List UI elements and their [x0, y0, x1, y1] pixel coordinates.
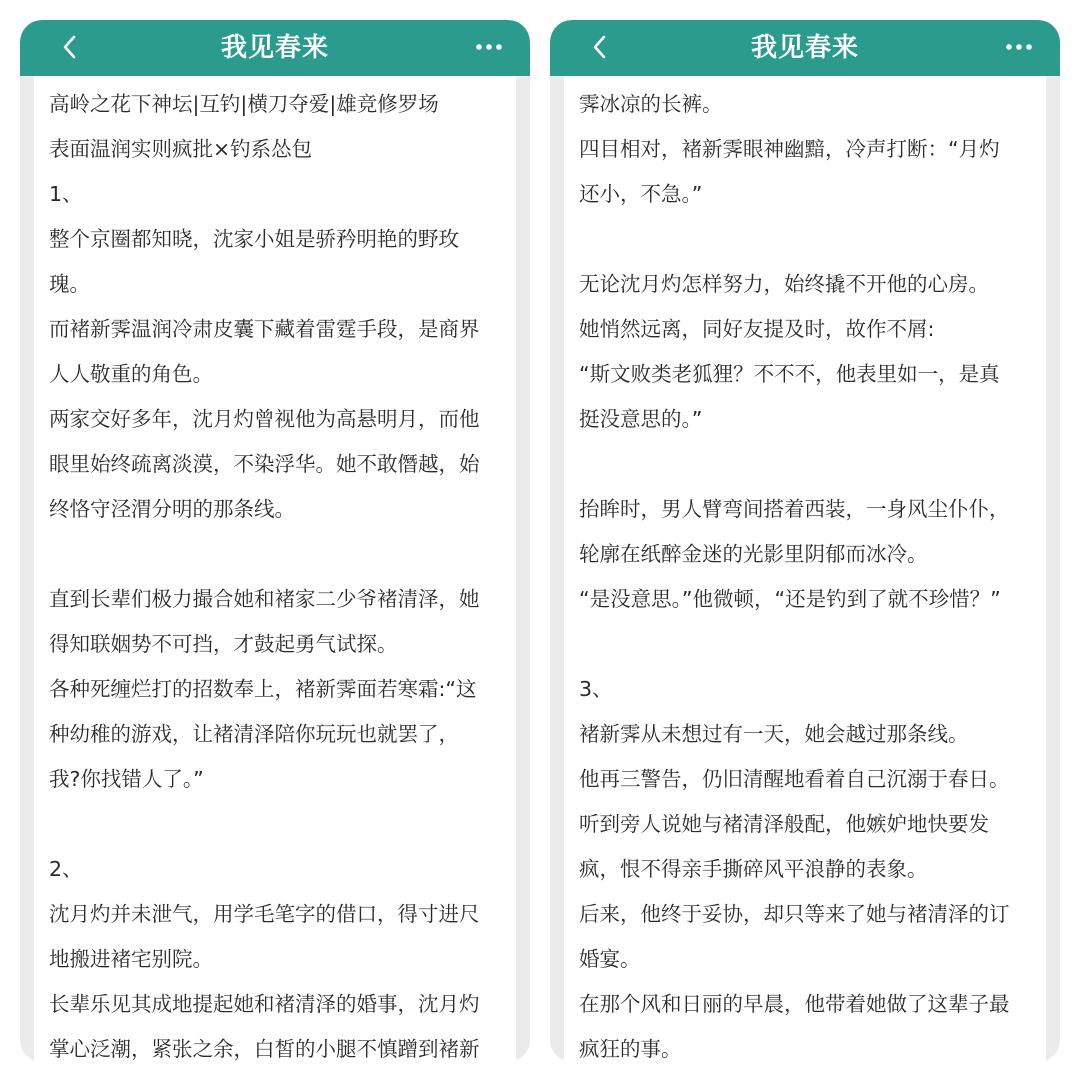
- article-line: 掌心泛潮，紧张之余，白皙的小腿不慎蹭到褚新: [49, 1037, 480, 1061]
- page-title: 我见春来: [750, 33, 859, 63]
- article-line: “是没意思。”他微顿，“还是钓到了就不珍惜？”: [579, 587, 1001, 611]
- article-line: 瑰。: [49, 272, 90, 296]
- article-line: 在那个风和日丽的早晨，他带着她做了这辈子最: [579, 992, 1010, 1016]
- article-line: 1、: [49, 182, 83, 206]
- article-line: 人人敬重的角色。: [49, 362, 213, 386]
- article-line: 眼里始终疏离淡漠，不染浮华。她不敢僭越，始: [49, 452, 480, 476]
- more-button[interactable]: [1004, 36, 1034, 58]
- article-line: 长辈乐见其成地提起她和褚清泽的婚事，沈月灼: [49, 992, 480, 1016]
- article-line: [564, 622, 1046, 667]
- article-line: 高岭之花下神坛|互钓|横刀夺爱|雄竞修罗场: [49, 92, 439, 116]
- article-line: [34, 802, 516, 847]
- article-line: 我?你找错人了。”: [49, 767, 204, 791]
- left-article-body: [34, 76, 516, 1062]
- article-line: 2、: [49, 857, 83, 881]
- article-line: [34, 532, 516, 577]
- article-line: 褚新霁从未想过有一天，她会越过那条线。: [579, 722, 969, 746]
- more-dots-icon: [1004, 36, 1034, 58]
- article-line: 挺没意思的。”: [579, 407, 703, 431]
- article-line: 终恪守泾渭分明的那条线。: [49, 497, 295, 521]
- article-line: 各种死缠烂打的招数奉上，褚新霁面若寒霜:“这: [49, 677, 477, 701]
- article-line: 婚宴。: [579, 947, 641, 971]
- article-line: 整个京圈都知晓，沈家小姐是骄矜明艳的野玫: [49, 227, 459, 251]
- article-line: [564, 442, 1046, 487]
- article-line: 霁冰凉的长裤。: [579, 92, 723, 116]
- article-line: 他再三警告，仍旧清醒地看着自己沉溺于春日。: [579, 767, 1010, 791]
- article-line: 轮廓在纸醉金迷的光影里阴郁而冰冷。: [579, 542, 928, 566]
- article-line: 地搬进褚宅别院。: [49, 947, 213, 971]
- page-title: 我见春来: [220, 33, 329, 63]
- article-line: 无论沈月灼怎样努力，始终撬不开他的心房。: [579, 272, 989, 296]
- article-line: 抬眸时，男人臂弯间搭着西装，一身风尘仆仆，: [579, 497, 1010, 521]
- article-line: 得知联姻势不可挡，才鼓起勇气试探。: [49, 632, 398, 656]
- article-line: 两家交好多年，沈月灼曾视他为高悬明月，而他: [49, 407, 480, 431]
- article-line: 直到长辈们极力撮合她和褚家二少爷褚清泽，她: [49, 587, 480, 611]
- article-line: 她悄然远离，同好友提及时，故作不屑:: [579, 317, 935, 341]
- article-line: 表面温润实则疯批×钓系怂包: [49, 137, 313, 161]
- article-line: 疯狂的事。: [579, 1037, 682, 1061]
- article-line: 四目相对，褚新霁眼神幽黯，冷声打断：“月灼: [579, 137, 1000, 161]
- left-phone-screen: [20, 20, 530, 1062]
- right-article-body: [564, 76, 1046, 1062]
- left-app-header: [20, 20, 530, 76]
- article-line: 听到旁人说她与褚清泽般配，他嫉妒地快要发: [579, 812, 989, 836]
- article-line: 3、: [579, 677, 613, 701]
- article-line: 而褚新霁温润冷肃皮囊下藏着雷霆手段，是商界: [49, 317, 480, 341]
- right-app-header: [550, 20, 1060, 76]
- article-line: 疯，恨不得亲手撕碎风平浪静的表象。: [579, 857, 928, 881]
- article-line: 还小，不急。”: [579, 182, 703, 206]
- article-line: 后来，他终于妥协，却只等来了她与褚清泽的订: [579, 902, 1010, 926]
- article-line: [564, 217, 1046, 262]
- right-phone-screen: [550, 20, 1060, 1062]
- article-line: “斯文败类老狐狸？不不不，他表里如一，是真: [579, 362, 1000, 386]
- article-line: 沈月灼并未泄气，用学毛笔字的借口，得寸进尺: [49, 902, 480, 926]
- more-button[interactable]: [474, 36, 504, 58]
- article-line: 种幼稚的游戏，让褚清泽陪你玩玩也就罢了，: [49, 722, 459, 746]
- more-dots-icon: [474, 36, 504, 58]
